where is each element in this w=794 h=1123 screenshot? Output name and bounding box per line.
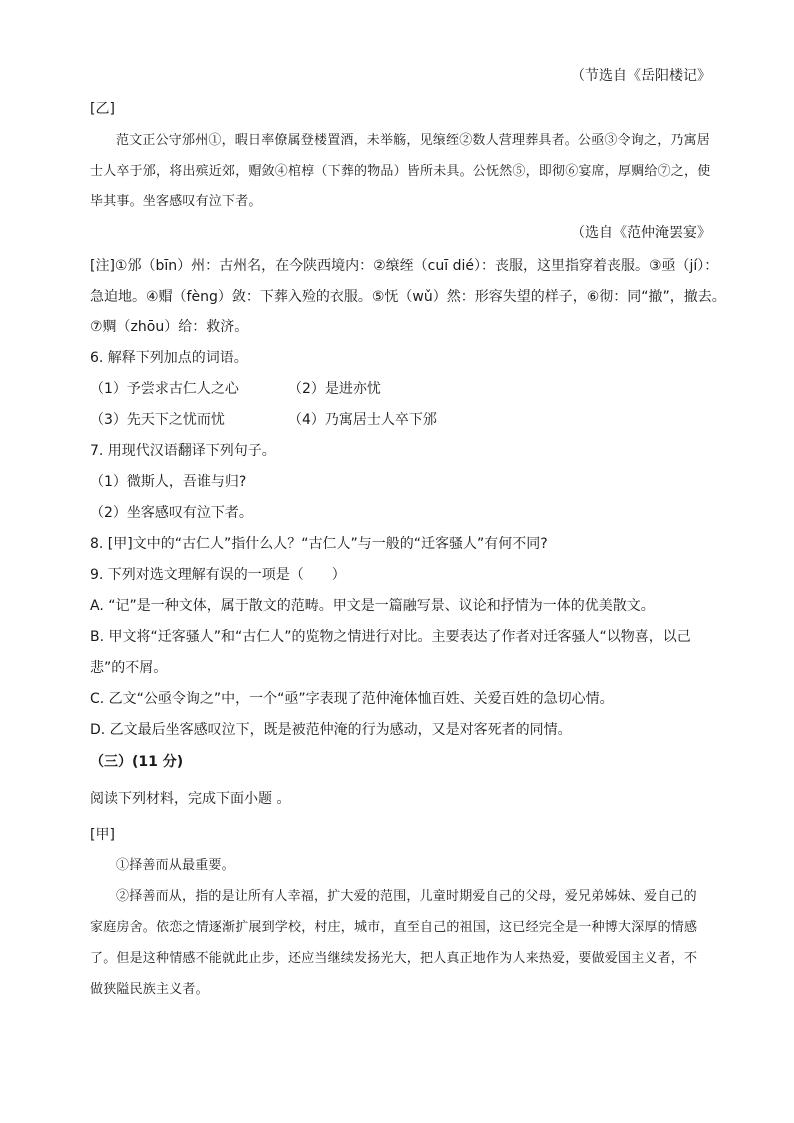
q9-option-a: A. “记”是一种文体，属于散文的范畴。甲文是一篇融写景、议论和抒情为一体的优美散文。 <box>90 598 655 614</box>
q9-option-b-line-2: 悲”的不屑。 <box>90 660 168 676</box>
q6-item-2: （2）是进亦忧 <box>288 381 381 397</box>
q9-option-d: D. 乙文最后坐客感叹泣下，既是被范仲淹的行为感动，又是对客死者的同情。 <box>90 722 572 738</box>
q6-item-4: （4）乃寓居士人卒下邠 <box>288 412 437 428</box>
source-yi: （选自《范仲淹罢宴》 <box>571 225 711 241</box>
q7-item-2: （2）坐客感叹有泣下者。 <box>90 505 253 521</box>
yi-text-line-2: 士人卒于邠，将出殡近郊，赗敛④棺椁（下葬的物品）皆所未具。公怃然⑤，即彻⑥宴席，厚赒给⑦之，使 <box>90 164 711 179</box>
section3-instruction: 阅读下列材料，完成下面小题 。 <box>90 791 291 807</box>
jia-paragraph-1: ①择善而从最重要。 <box>116 858 235 873</box>
q8-text: 8. [甲]文中的“古仁人”指什么人？“古仁人”与一般的“迁客骚人”有何不同? <box>90 536 548 552</box>
q6-item-1: （1）予尝求古仁人之心 <box>90 381 239 397</box>
jia-paragraph-2-line-1: ②择善而从，指的是让所有人幸福，扩大爱的范围，儿童时期爱自己的父母，爱兄弟姊妹、爱自己的 <box>116 889 697 904</box>
jia-paragraph-2-line-4: 做狭隘民族主义者。 <box>90 982 209 997</box>
yi-text-line-3: 毕其事。坐客感叹有泣下者。 <box>90 194 262 209</box>
label-yi: [乙] <box>90 101 115 117</box>
q7-stem: 7. 用现代汉语翻译下列句子。 <box>90 443 276 459</box>
q9-option-c: C. 乙文“公亟令询之”中，一个“亟”字表现了范仲淹体恤百姓、关爱百姓的急切心情。 <box>90 691 614 707</box>
notes-line-3: ⑦赒（zhōu）给：救济。 <box>90 319 249 335</box>
q6-item-3: （3）先天下之忧而忧 <box>90 412 225 428</box>
source-jia: （节选自《岳阳楼记》 <box>571 68 711 84</box>
label-jia: [甲] <box>90 827 115 843</box>
yi-text-line-1: 范文正公守邠州①，暇日率僚属登楼置酒，未举觞，见缞绖②数人营理葬具者。公亟③令询之，乃寓居 <box>116 133 711 148</box>
section3-heading: （三）(11 分) <box>90 754 184 770</box>
q9-option-b-line-1: B. 甲文将“迁客骚人”和“古仁人”的览物之情进行对比。主要表达了作者对迁客骚人“以物喜，以己 <box>90 629 691 645</box>
q6-stem: 6. 解释下列加点的词语。 <box>90 350 248 366</box>
notes-line-1: [注]①邠（bīn）州：古州名，在今陕西境内：②缞绖（cuī dié）：丧服，这里指穿着丧服。③亟（jí）： <box>90 258 719 274</box>
q9-stem: 9. 下列对选文理解有误的一项是（ ） <box>90 567 346 583</box>
jia-paragraph-2-line-3: 了。但是这种情感不能就此止步，还应当继续发扬光大，把人真正地作为人来热爱，要做爱国主义者，不 <box>90 951 698 966</box>
q7-item-1: （1）微斯人，吾谁与归? <box>90 474 247 490</box>
jia-paragraph-2-line-2: 家庭房舍。依恋之情逐渐扩展到学校，村庄，城市，直至自己的祖国，这已经完全是一种博大深厚的情感 <box>90 920 698 935</box>
notes-line-2: 急迫地。④赗（fèng）敛：下葬入殓的衣服。⑤怃（wǔ）然：形容失望的样子，⑥彻：同“撤”，撤去。 <box>90 289 726 305</box>
